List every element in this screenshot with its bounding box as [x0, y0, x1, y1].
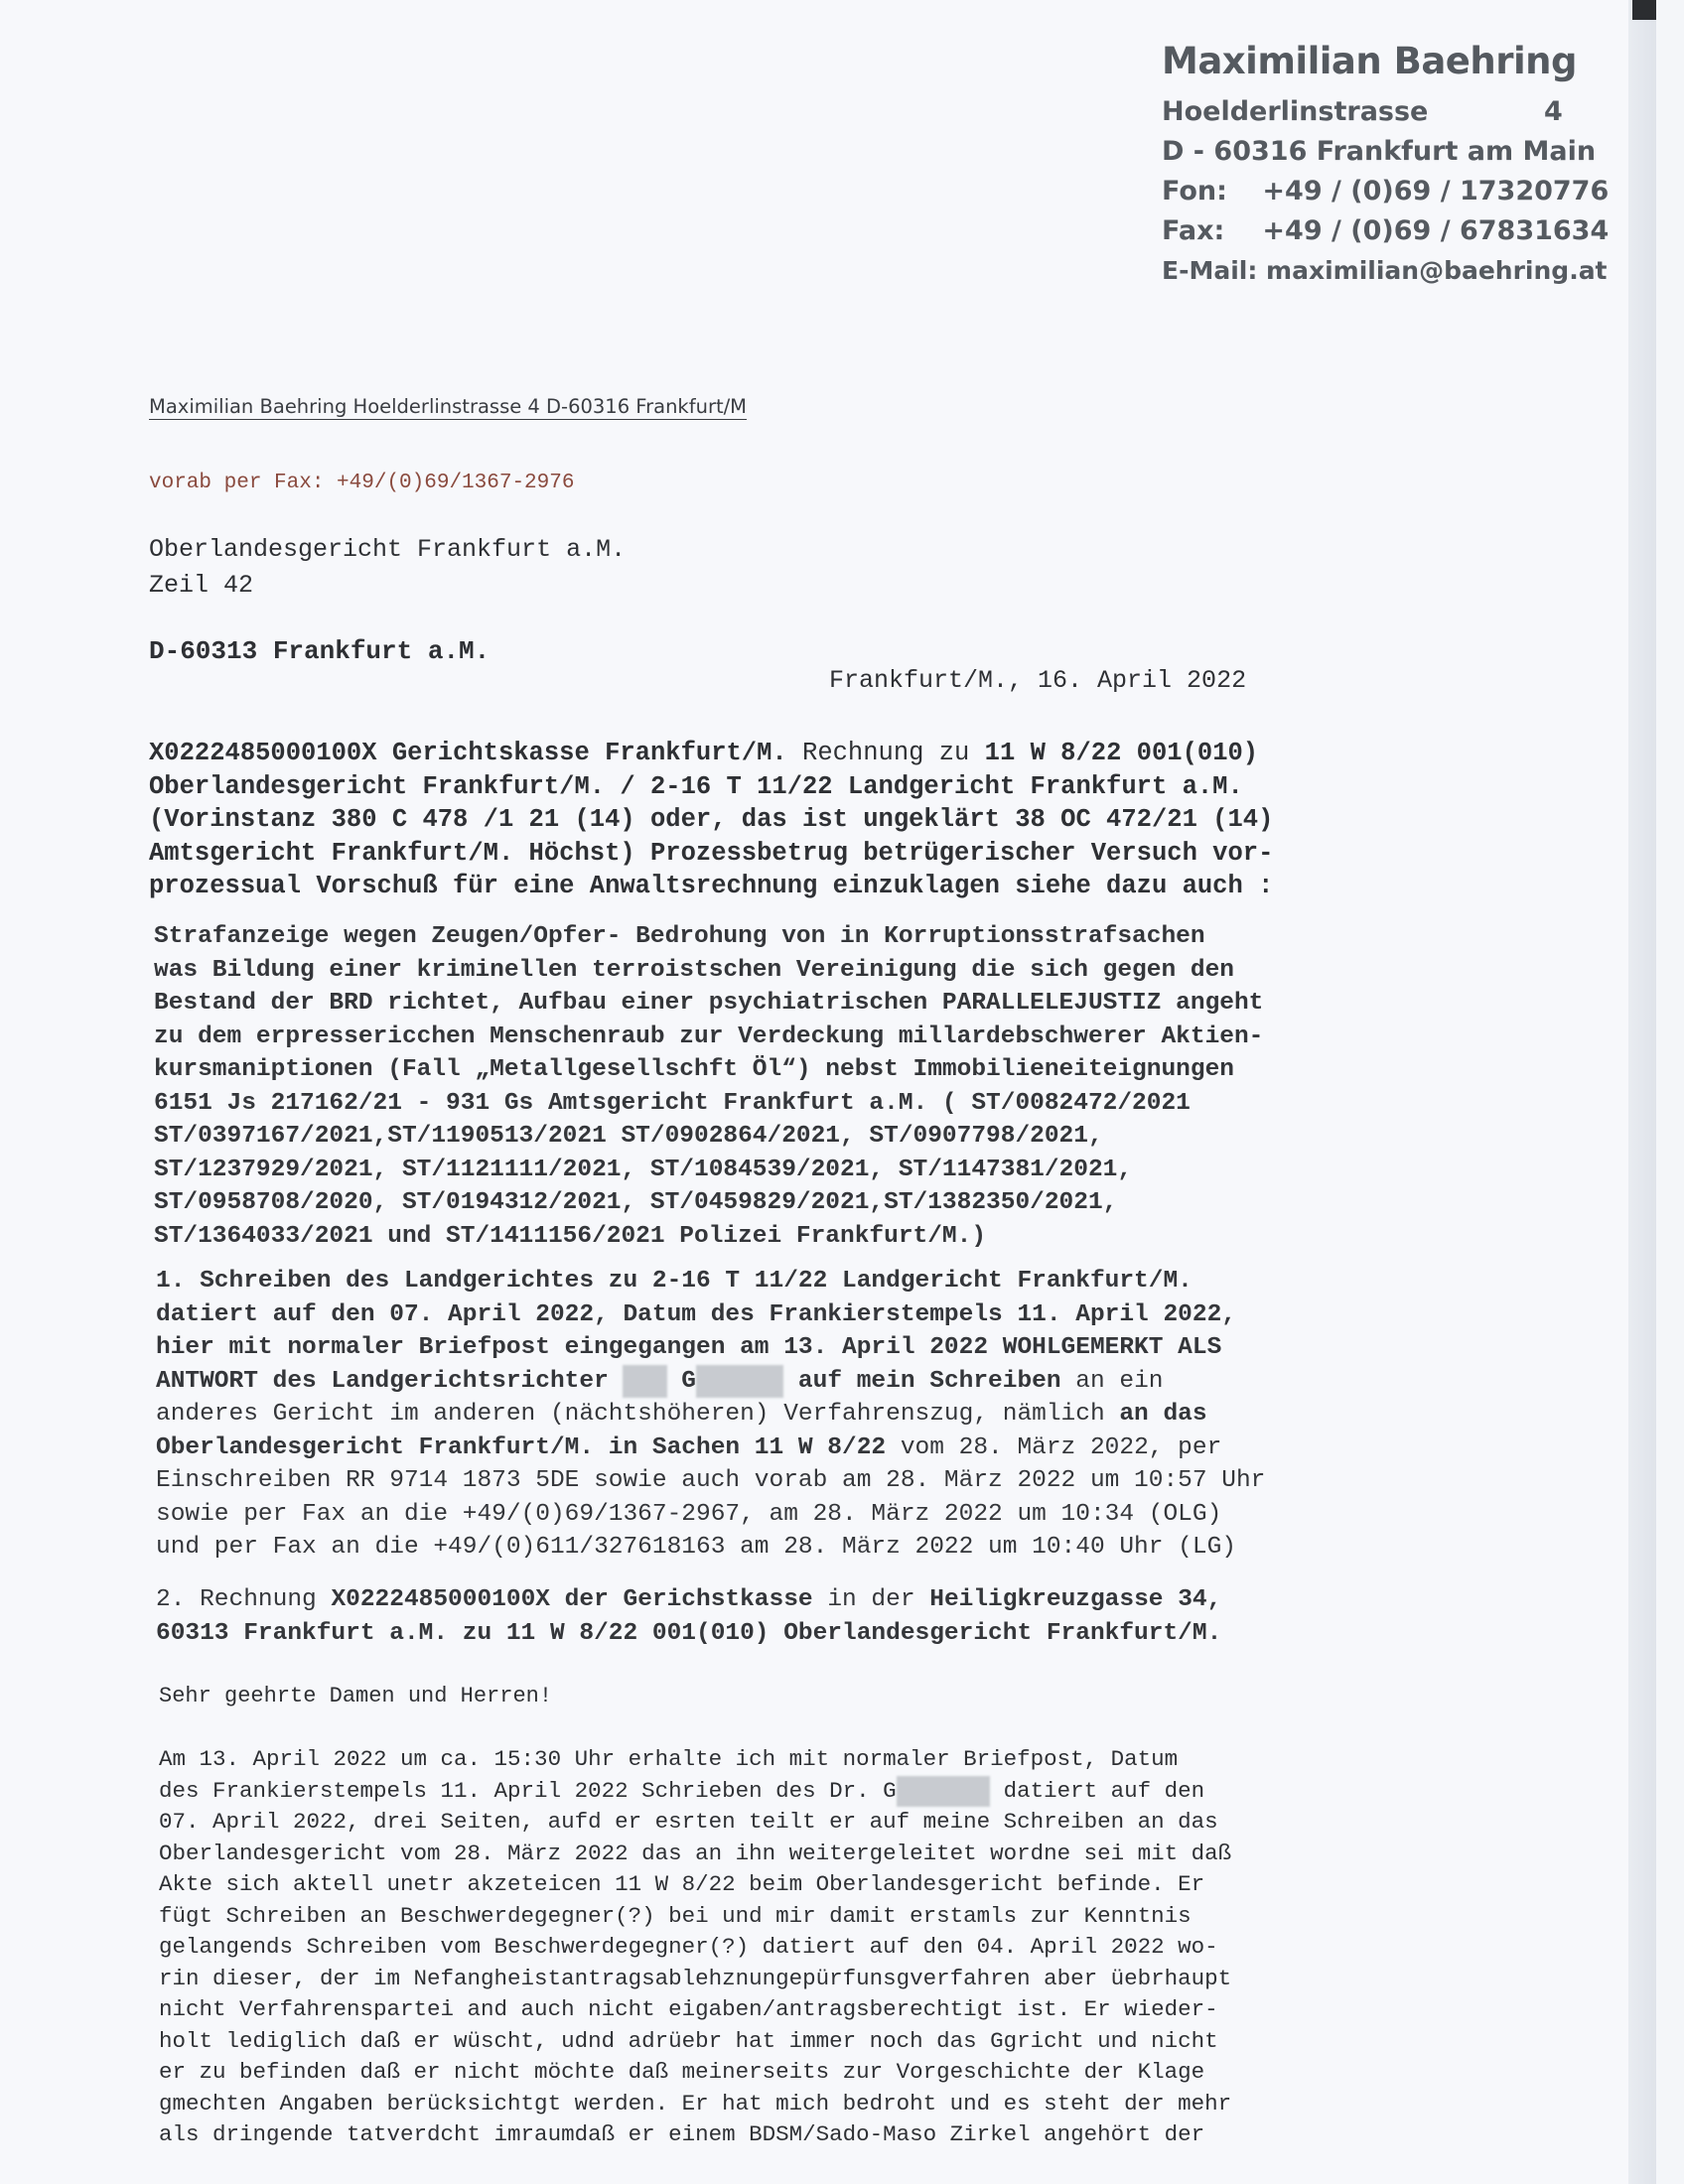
item-text: Oberlandesgericht Frankfurt/M. in Sachen 11 W 8/22 [156, 1433, 887, 1461]
subject-line: (Vorinstanz 380 C 478 /1 21 (14) oder, das ist ungeklärt 38 OC 472/21 (14) [149, 805, 1274, 834]
body-line: Akte sich aktell unetr akzeteicen 11 W 8/22 beim Oberlandesgericht befinde. Er [159, 1871, 1205, 1897]
item-line [156, 1365, 1516, 1399]
body-line: Am 13. April 2022 um ca. 15:30 Uhr erhalte ich mit normaler Briefpost, Datum [159, 1746, 1179, 1772]
reference-line: ST/0958708/2020, ST/0194312/2021, ST/0459829/2021,ST/1382350/2021, [154, 1189, 1118, 1216]
body-line: er zu befinden daß er nicht möchte daß meinerseits zur Vorgeschichte der Klage [159, 2059, 1205, 2085]
subject-ref: X0222485000100X Gerichtskasse Frankfurt/M. [149, 739, 787, 767]
enclosure-item-2 [156, 1583, 1516, 1650]
reference-line: 6151 Js 217162/21 - 931 Gs Amtsgericht Frankfurt a.M. ( ST/0082472/2021 [154, 1089, 1191, 1117]
item-line: sowie per Fax an die +49/(0)69/1367-2967, am 28. März 2022 um 10:34 (OLG) [156, 1500, 1222, 1528]
body-line: Oberlandesgericht vom 28. März 2022 das an ihn weitergeleitet wordne sei mit daß [159, 1840, 1232, 1866]
letter-body [159, 1744, 1519, 2151]
redacted-text [623, 1365, 666, 1399]
item-text: an ein [1060, 1367, 1164, 1395]
sender-phone: +49 / (0)69 / 17320776 [1262, 176, 1610, 206]
enclosure-item-1 [156, 1265, 1516, 1565]
salutation: Sehr geehrte Damen und Herren! [159, 1684, 553, 1708]
reference-block [154, 920, 1514, 1253]
redacted-text [897, 1776, 991, 1808]
reference-line: ST/1364033/2021 und ST/1411156/2021 Polizei Frankfurt/M.) [154, 1222, 987, 1250]
body-text: des Frankierstempels 11. April 2022 Schrieben des Dr. G [159, 1777, 897, 1804]
redacted-text [696, 1365, 783, 1399]
item-line [156, 1432, 1516, 1465]
item-line [156, 1398, 1516, 1432]
reference-line: kursmaniptionen (Fall „Metallgesellschft Öl“) nebst Immobilieneiteignungen [154, 1056, 1234, 1083]
item-line: Einschreiben RR 9714 1873 5DE sowie auch vorab am 28. März 2022 um 10:57 Uhr [156, 1467, 1266, 1494]
item-text: vom 28. März 2022, per [886, 1433, 1222, 1461]
body-line [159, 1776, 1519, 1808]
sender-street: Hoelderlinstrasse [1162, 96, 1429, 127]
body-line: gmechten Angaben berücksichtgt werden. Er hat mich bedroht und es steht der mehr [159, 2090, 1232, 2116]
scan-corner [1632, 0, 1656, 20]
reference-line: zu dem erpressericchen Menschenraub zur Verdeckung millardebschwerer Aktien- [154, 1023, 1264, 1050]
item-line: datiert auf den 07. April 2022, Datum des Frankierstempels 11. April 2022, [156, 1300, 1236, 1328]
sender-fax-row [1162, 211, 1610, 251]
item-text: Heiligkreuzgasse 34, [929, 1586, 1222, 1613]
item-text: 2. Rechnung [156, 1586, 332, 1613]
body-line: gelangends Schreiben vom Beschwerdegegner(?) datiert auf den 04. April 2022 wo- [159, 1934, 1218, 1960]
body-line: als dringende tatverdcht imraumdaß er einem BDSM/Sado-Maso Zirkel angehört der [159, 2121, 1205, 2147]
subject-line: Oberlandesgericht Frankfurt/M. / 2-16 T 11/22 Landgericht Frankfurt a.M. [149, 771, 1243, 801]
subject-line: Amtsgericht Frankfurt/M. Höchst) Prozessbetrug betrügerischer Versuch vor- [149, 838, 1274, 868]
item-text: in der [812, 1586, 930, 1613]
item-line: und per Fax an die +49/(0)611/327618163 am 28. März 2022 um 10:40 Uhr (LG) [156, 1534, 1236, 1561]
item-line: 60313 Frankfurt a.M. zu 11 W 8/22 001(010) Oberlandesgericht Frankfurt/M. [156, 1619, 1222, 1647]
body-text: datiert auf den [990, 1777, 1205, 1804]
item-text: anderes Gericht im anderen (nächtshöheren) Verfahrenszug, nämlich [156, 1401, 1120, 1428]
fax-note: vorab per Fax: +49/(0)69/1367-2976 [149, 472, 575, 494]
sender-fax-label: Fax: [1162, 215, 1225, 246]
sender-letterhead [1162, 40, 1610, 291]
subject-text: Rechnung zu [786, 739, 985, 767]
subject-case: 11 W 8/22 001(010) [984, 739, 1259, 767]
item-text: ANTWORT des Landgerichtsrichter [156, 1367, 624, 1395]
sender-street-row [1162, 92, 1579, 132]
sender-phone-label: Fon: [1162, 176, 1227, 206]
sender-fax: +49 / (0)69 / 67831634 [1262, 215, 1610, 246]
letter-date: Frankfurt/M., 16. April 2022 [829, 666, 1247, 695]
sender-email: E-Mail: maximilian@baehring.at [1162, 256, 1608, 285]
recipient-line1: Oberlandesgericht Frankfurt a.M. [149, 535, 627, 564]
reference-line: ST/0397167/2021,ST/1190513/2021 ST/0902864/2021, ST/0907798/2021, [154, 1123, 1103, 1150]
recipient-line2: Zeil 42 [149, 571, 254, 600]
body-line: 07. April 2022, drei Seiten, aufd er esrten teilt er auf meine Schreiben an das [159, 1809, 1218, 1835]
item-line: 1. Schreiben des Landgerichtes zu 2-16 T 11/22 Landgericht Frankfurt/M. [156, 1268, 1193, 1295]
item-text: an das [1119, 1401, 1207, 1428]
reference-line: was Bildung einer kriminellen terroistschen Vereinigung die sich gegen den [154, 956, 1234, 984]
sender-name: Maximilian Baehring [1162, 40, 1577, 82]
body-line: holt lediglich daß er wüscht, udnd adrüebr hat immer noch das Ggricht und nicht [159, 2027, 1218, 2054]
return-address-line: Maximilian Baehring Hoelderlinstrasse 4 D-60316 Frankfurt/M [149, 395, 748, 418]
subject-block [149, 737, 1509, 903]
sender-phone-row [1162, 172, 1610, 211]
item-text: auf mein Schreiben [783, 1367, 1061, 1395]
subject-line: prozessual Vorschuß für eine Anwaltsrechnung einzuklagen siehe dazu auch : [149, 872, 1274, 900]
item-line [156, 1583, 1516, 1617]
subject-line [149, 737, 1509, 770]
page-edge [1628, 0, 1656, 2184]
reference-line: Strafanzeige wegen Zeugen/Opfer- Bedrohung von in Korruptionsstrafsachen [154, 923, 1205, 950]
item-text: G [666, 1367, 696, 1395]
recipient-address [149, 532, 626, 669]
body-line: rin dieser, der im Nefangheistantragsablehznungepürfunsgverfahren aber üebrhaupt [159, 1965, 1232, 1991]
sender-city: D - 60316 Frankfurt am Main [1162, 136, 1597, 167]
body-line: nicht Verfahrenspartei and auch nicht eigaben/antragsberechtigt ist. Er wieder- [159, 1996, 1218, 2022]
item-line: hier mit normaler Briefpost eingegangen am 13. April 2022 WOHLGEMERKT ALS [156, 1334, 1222, 1361]
reference-line: ST/1237929/2021, ST/1121111/2021, ST/1084539/2021, ST/1147381/2021, [154, 1156, 1133, 1183]
sender-house-number: 4 [1544, 96, 1563, 127]
body-line: fügt Schreiben an Beschwerdegegner(?) bei und mir damit erstamls zur Kenntnis [159, 1902, 1192, 1929]
reference-line: Bestand der BRD richtet, Aufbau einer psychiatrischen PARALLELEJUSTIZ angeht [154, 990, 1264, 1017]
recipient-city: D-60313 Frankfurt a.M. [149, 636, 491, 666]
item-text: X0222485000100X der Gerichstkasse [331, 1586, 813, 1613]
